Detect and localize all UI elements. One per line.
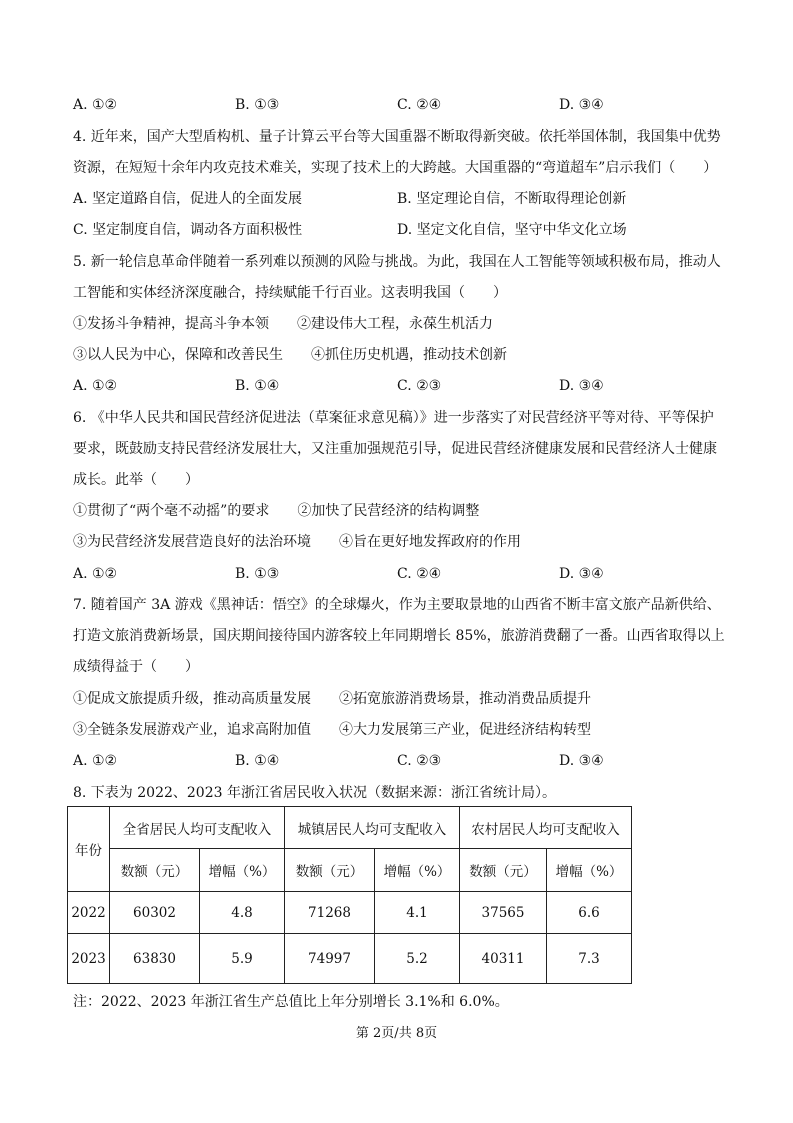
table-cell: 4.1 xyxy=(375,892,460,934)
q7-stem-line-3: 成绩得益于（ ） xyxy=(73,659,199,675)
table-cell: 5.9 xyxy=(200,934,285,984)
table-cell: 60302 xyxy=(110,892,200,934)
table-row xyxy=(68,892,632,934)
q3-option-d: D. ③④ xyxy=(559,97,604,113)
q5-option-d: D. ③④ xyxy=(559,378,604,394)
table-cell: 71268 xyxy=(285,892,375,934)
group-header-urban: 城镇居民人均可支配收入 xyxy=(285,807,460,849)
q6-stem-line-1: 6. 《中华人民共和国民营经济促进法（草案征求意见稿）》进一步落实了对民营经济平等对待、平等保护 xyxy=(73,410,714,426)
q4-stem-line-2: 资源，在短短十余年内攻克技术难关，实现了技术上的大跨越。大国重器的“弯道超车”启示我们（ ） xyxy=(73,160,718,176)
q7-item-line-1: ①促成文旅提质升级，推动高质量发展 ②拓宽旅游消费场景，推动消费品质提升 xyxy=(73,691,591,707)
table-cell: 40311 xyxy=(460,934,547,984)
q4-option-b: B. 坚定理论自信，不断取得理论创新 xyxy=(397,191,627,207)
q3-option-b: B. ①③ xyxy=(235,97,280,113)
page-footer: 第 2页/共 8页 xyxy=(355,1026,438,1041)
subheader-amount: 数额（元） xyxy=(110,849,200,892)
q5-option-c: C. ②③ xyxy=(397,378,442,394)
table-cell: 4.8 xyxy=(200,892,285,934)
q5-option-a: A. ①② xyxy=(73,378,118,394)
q5-stem-line-1: 5. 新一轮信息革命伴随着一系列难以预测的风险与挑战。为此，我国在人工智能等领域积极布局，推动人 xyxy=(73,254,721,270)
subheader-growth: 增幅（%） xyxy=(547,849,632,892)
q7-option-c: C. ②③ xyxy=(397,753,442,769)
q7-item-line-2: ③全链条发展游戏产业，追求高附加值 ④大力发展第三产业，促进经济结构转型 xyxy=(73,722,591,738)
table-header-row-2 xyxy=(68,849,632,892)
group-header-rural: 农村居民人均可支配收入 xyxy=(460,807,632,849)
q7-stem-line-1: 7. 随着国产 3A 游戏《黑神话：悟空》的全球爆火，作为主要取景地的山西省不断丰富文旅产品新供给、 xyxy=(73,597,721,613)
group-header-province: 全省居民人均可支配收入 xyxy=(110,807,285,849)
q8-note: 注：2022、2023 年浙江省生产总值比上年分别增长 3.1%和 6.0%。 xyxy=(73,994,509,1010)
q7-option-b: B. ①④ xyxy=(235,753,280,769)
income-table xyxy=(67,806,632,984)
q4-option-c: C. 坚定制度自信，调动各方面积极性 xyxy=(73,222,303,238)
year-header: 年份 xyxy=(68,807,110,892)
q6-item-line-2: ③为民营经济发展营造良好的法治环境 ④旨在更好地发挥政府的作用 xyxy=(73,534,521,550)
q6-option-a: A. ①② xyxy=(73,566,118,582)
q6-option-b: B. ①③ xyxy=(235,566,280,582)
table-cell: 74997 xyxy=(285,934,375,984)
q5-item-line-1: ①发扬斗争精神，提高斗争本领 ②建设伟大工程，永葆生机活力 xyxy=(73,316,493,332)
q7-option-a: A. ①② xyxy=(73,753,118,769)
q6-option-d: D. ③④ xyxy=(559,566,604,582)
q5-stem-line-2: 工智能和实体经济深度融合，持续赋能千行百业。这表明我国（ ） xyxy=(73,285,507,301)
subheader-growth: 增幅（%） xyxy=(200,849,285,892)
table-cell: 7.3 xyxy=(547,934,632,984)
subheader-growth: 增幅（%） xyxy=(375,849,460,892)
table-header-row-1 xyxy=(68,807,632,849)
q3-option-c: C. ②④ xyxy=(397,97,442,113)
q6-option-c: C. ②④ xyxy=(397,566,442,582)
table-cell: 37565 xyxy=(460,892,547,934)
table-row xyxy=(68,934,632,984)
subheader-amount: 数额（元） xyxy=(460,849,547,892)
q3-option-a: A. ①② xyxy=(73,97,118,113)
q8-stem: 8. 下表为 2022、2023 年浙江省居民收入状况（数据来源：浙江省统计局）。 xyxy=(73,785,556,801)
q6-stem-line-3: 成长。此举（ ） xyxy=(73,472,199,488)
q4-stem-line-1: 4. 近年来，国产大型盾构机、量子计算云平台等大国重器不断取得新突破。依托举国体制，我国集中优势 xyxy=(73,129,721,145)
table-cell: 5.2 xyxy=(375,934,460,984)
table-cell: 63830 xyxy=(110,934,200,984)
table-cell: 6.6 xyxy=(547,892,632,934)
q6-item-line-1: ①贯彻了“两个毫不动摇”的要求 ②加快了民营经济的结构调整 xyxy=(73,503,480,519)
q4-option-d: D. 坚定文化自信，坚守中华文化立场 xyxy=(397,222,627,238)
q4-option-a: A. 坚定道路自信，促进人的全面发展 xyxy=(73,191,303,207)
subheader-amount: 数额（元） xyxy=(285,849,375,892)
q5-item-line-2: ③以人民为中心，保障和改善民生 ④抓住历史机遇，推动技术创新 xyxy=(73,347,507,363)
q5-option-b: B. ①④ xyxy=(235,378,280,394)
q7-option-d: D. ③④ xyxy=(559,753,604,769)
q7-stem-line-2: 打造文旅消费新场景，国庆期间接待国内游客较上年同期增长 85%，旅游消费翻了一番。山西省取得以上 xyxy=(73,628,725,644)
row-year: 2023 xyxy=(68,934,110,984)
row-year: 2022 xyxy=(68,892,110,934)
q6-stem-line-2: 要求，既鼓励支持民营经济发展壮大，又注重加强规范引导，促进民营经济健康发展和民营经济人士健康 xyxy=(73,441,717,457)
